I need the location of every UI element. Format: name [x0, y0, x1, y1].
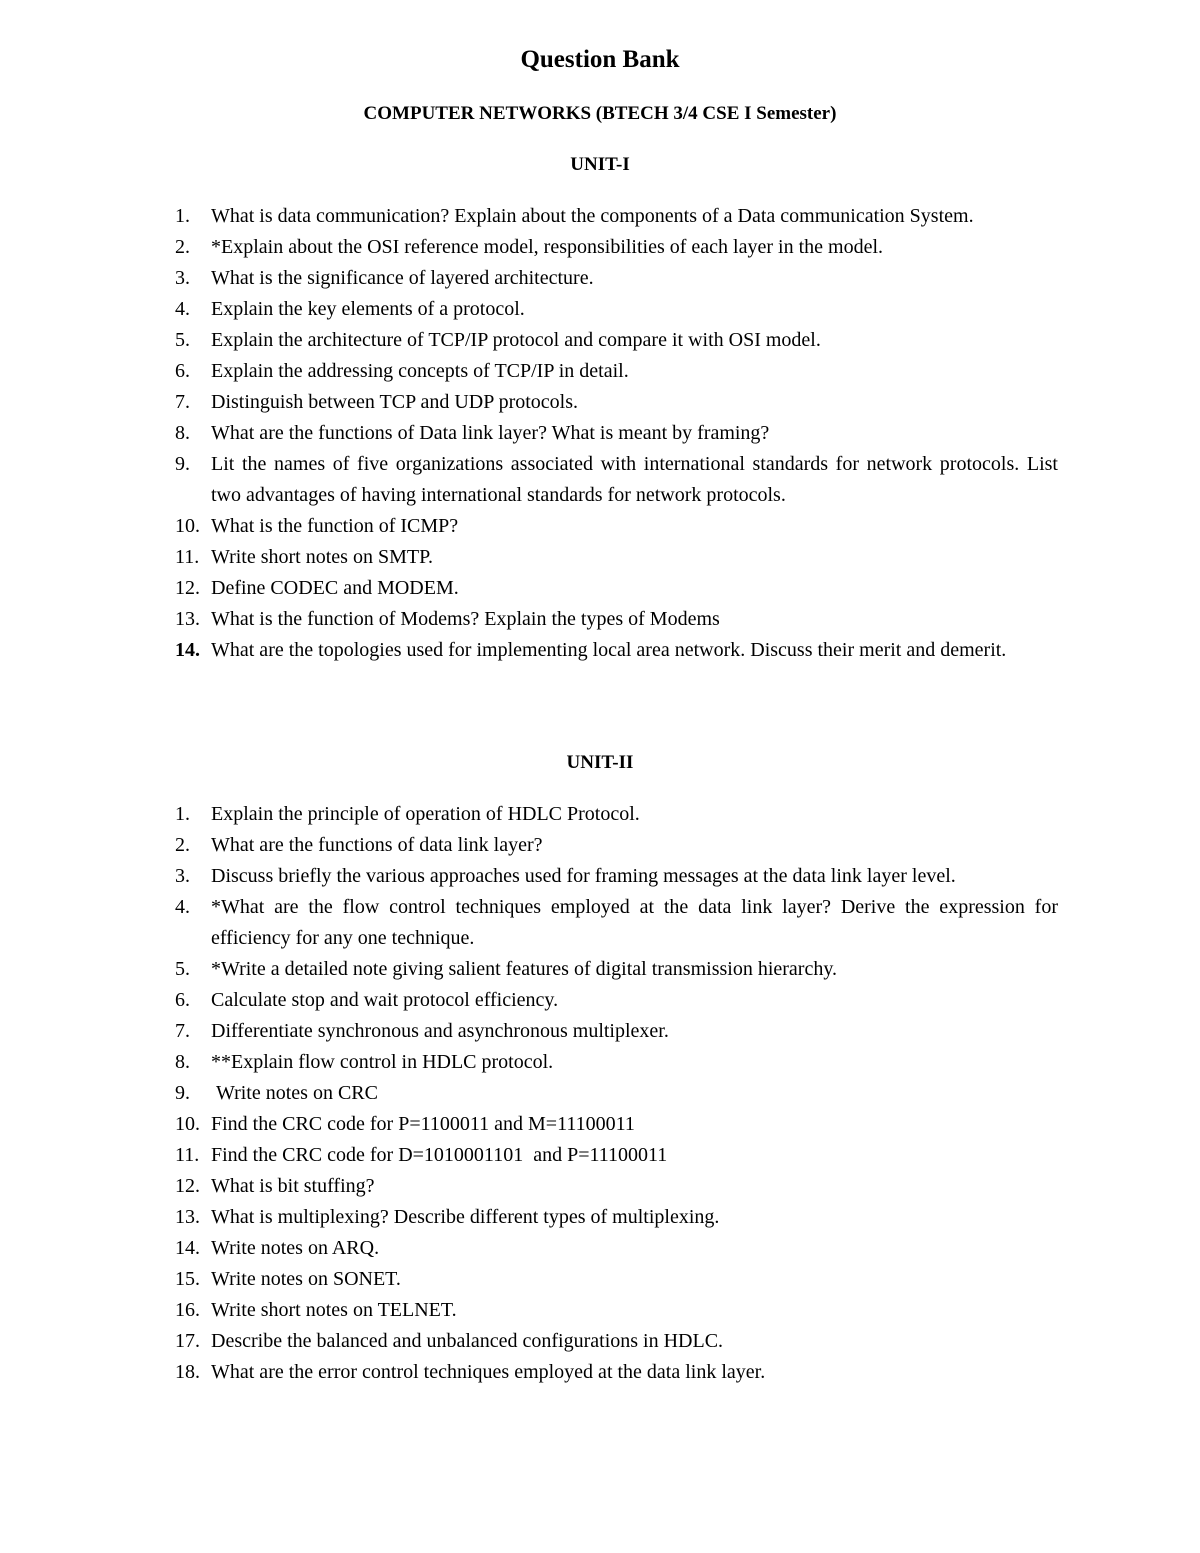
question-item [0, 1264, 1058, 1295]
question-item [0, 985, 1058, 1016]
question-text: What is the function of ICMP? [211, 515, 459, 537]
question-item [0, 232, 1058, 263]
question-number: 11. [175, 1144, 200, 1166]
question-number: 5. [175, 329, 190, 351]
question-item [0, 1295, 1058, 1326]
question-number: 2. [175, 834, 190, 856]
question-item [0, 1202, 1058, 1233]
question-text: Lit the names of five organizations associated with international standards for network protocols. List two advantages of having international standards for network protocols. [211, 453, 1058, 506]
question-text: What are the functions of data link layer? [211, 834, 543, 856]
question-text: Distinguish between TCP and UDP protocols. [211, 391, 579, 413]
question-number: 15. [175, 1268, 200, 1290]
question-item [0, 1357, 1058, 1388]
question-item [0, 1233, 1058, 1264]
question-text: Differentiate synchronous and asynchronous multiplexer. [211, 1020, 669, 1042]
question-item [0, 892, 1058, 954]
question-number: 17. [175, 1330, 200, 1352]
question-item [0, 954, 1058, 985]
question-number: 7. [175, 1020, 190, 1042]
question-number: 3. [175, 865, 190, 887]
question-text: *What are the flow control techniques employed at the data link layer? Derive the expression for efficiency for any one technique. [211, 896, 1058, 949]
question-item [0, 356, 1058, 387]
unit-2-heading: UNIT-II [566, 752, 634, 773]
question-item [0, 604, 1058, 635]
question-item [0, 294, 1058, 325]
question-number: 7. [175, 391, 190, 413]
unit-1-heading: UNIT-I [570, 154, 630, 175]
question-text: Explain the addressing concepts of TCP/IP in detail. [211, 360, 629, 382]
question-text: What is bit stuffing? [211, 1175, 375, 1197]
question-number: 18. [175, 1361, 200, 1383]
question-text: Define CODEC and MODEM. [211, 577, 459, 599]
question-item [0, 201, 1058, 232]
question-text: Write notes on SONET. [211, 1268, 401, 1290]
question-item [0, 325, 1058, 356]
question-item [0, 573, 1058, 604]
question-text: Discuss briefly the various approaches used for framing messages at the data link layer level. [211, 865, 956, 887]
question-number: 2. [175, 236, 190, 258]
question-text: What are the error control techniques employed at the data link layer. [211, 1361, 766, 1383]
question-item [0, 1140, 1058, 1171]
question-text: Explain the architecture of TCP/IP protocol and compare it with OSI model. [211, 329, 821, 351]
question-number: 14. [175, 639, 200, 661]
question-item [0, 511, 1058, 542]
question-text: Find the CRC code for D=1010001101 and P=11100011 [211, 1144, 668, 1166]
question-item [0, 1078, 1058, 1109]
question-text: What is multiplexing? Describe different types of multiplexing. [211, 1206, 720, 1228]
question-number: 8. [175, 422, 190, 444]
question-number: 10. [175, 515, 200, 537]
question-text: What is the function of Modems? Explain the types of Modems [211, 608, 720, 630]
question-text: Explain the principle of operation of HDLC Protocol. [211, 803, 640, 825]
question-number: 3. [175, 267, 190, 289]
question-number: 12. [175, 1175, 200, 1197]
question-number: 5. [175, 958, 190, 980]
question-number: 8. [175, 1051, 190, 1073]
question-number: 13. [175, 1206, 200, 1228]
unit-2-question-list [0, 799, 1200, 1388]
question-text: Explain the key elements of a protocol. [211, 298, 525, 320]
document-subtitle: COMPUTER NETWORKS (BTECH 3/4 CSE I Semester) [363, 103, 837, 124]
question-number: 9. [175, 1082, 190, 1104]
question-item [0, 830, 1058, 861]
question-number: 4. [175, 896, 190, 918]
question-text: Write short notes on TELNET. [211, 1299, 457, 1321]
question-item [0, 263, 1058, 294]
question-text: Calculate stop and wait protocol efficiency. [211, 989, 559, 1011]
question-item [0, 1016, 1058, 1047]
question-item [0, 1326, 1058, 1357]
question-text: What are the functions of Data link layer? What is meant by framing? [211, 422, 770, 444]
question-text: Write notes on ARQ. [211, 1237, 380, 1259]
question-item [0, 387, 1058, 418]
question-text: What are the topologies used for implementing local area network. Discuss their merit and demerit. [211, 639, 1007, 661]
question-text: Write notes on CRC [211, 1082, 378, 1104]
question-number: 11. [175, 546, 200, 568]
question-number: 10. [175, 1113, 200, 1135]
question-item [0, 861, 1058, 892]
question-text: What is data communication? Explain about the components of a Data communication System. [211, 205, 974, 227]
question-number: 9. [175, 453, 190, 475]
question-text: Find the CRC code for P=1100011 and M=11100011 [211, 1113, 635, 1135]
question-item [0, 635, 1058, 666]
question-number: 12. [175, 577, 200, 599]
question-number: 6. [175, 360, 190, 382]
question-text: *Write a detailed note giving salient features of digital transmission hierarchy. [211, 958, 838, 980]
question-item [0, 449, 1058, 511]
question-item [0, 542, 1058, 573]
question-text: What is the significance of layered architecture. [211, 267, 594, 289]
question-number: 4. [175, 298, 190, 320]
question-number: 14. [175, 1237, 200, 1259]
question-number: 6. [175, 989, 190, 1011]
question-number: 16. [175, 1299, 200, 1321]
question-text: Describe the balanced and unbalanced configurations in HDLC. [211, 1330, 724, 1352]
question-number: 1. [175, 803, 190, 825]
question-item [0, 799, 1058, 830]
question-number: 1. [175, 205, 190, 227]
unit-1-question-list [0, 201, 1200, 666]
question-item [0, 1109, 1058, 1140]
question-item [0, 1171, 1058, 1202]
question-number: 13. [175, 608, 200, 630]
question-item [0, 1047, 1058, 1078]
document-title: Question Bank [520, 46, 680, 73]
question-text: **Explain flow control in HDLC protocol. [211, 1051, 554, 1073]
question-text: *Explain about the OSI reference model, responsibilities of each layer in the model. [211, 236, 884, 258]
question-text: Write short notes on SMTP. [211, 546, 433, 568]
question-item [0, 418, 1058, 449]
